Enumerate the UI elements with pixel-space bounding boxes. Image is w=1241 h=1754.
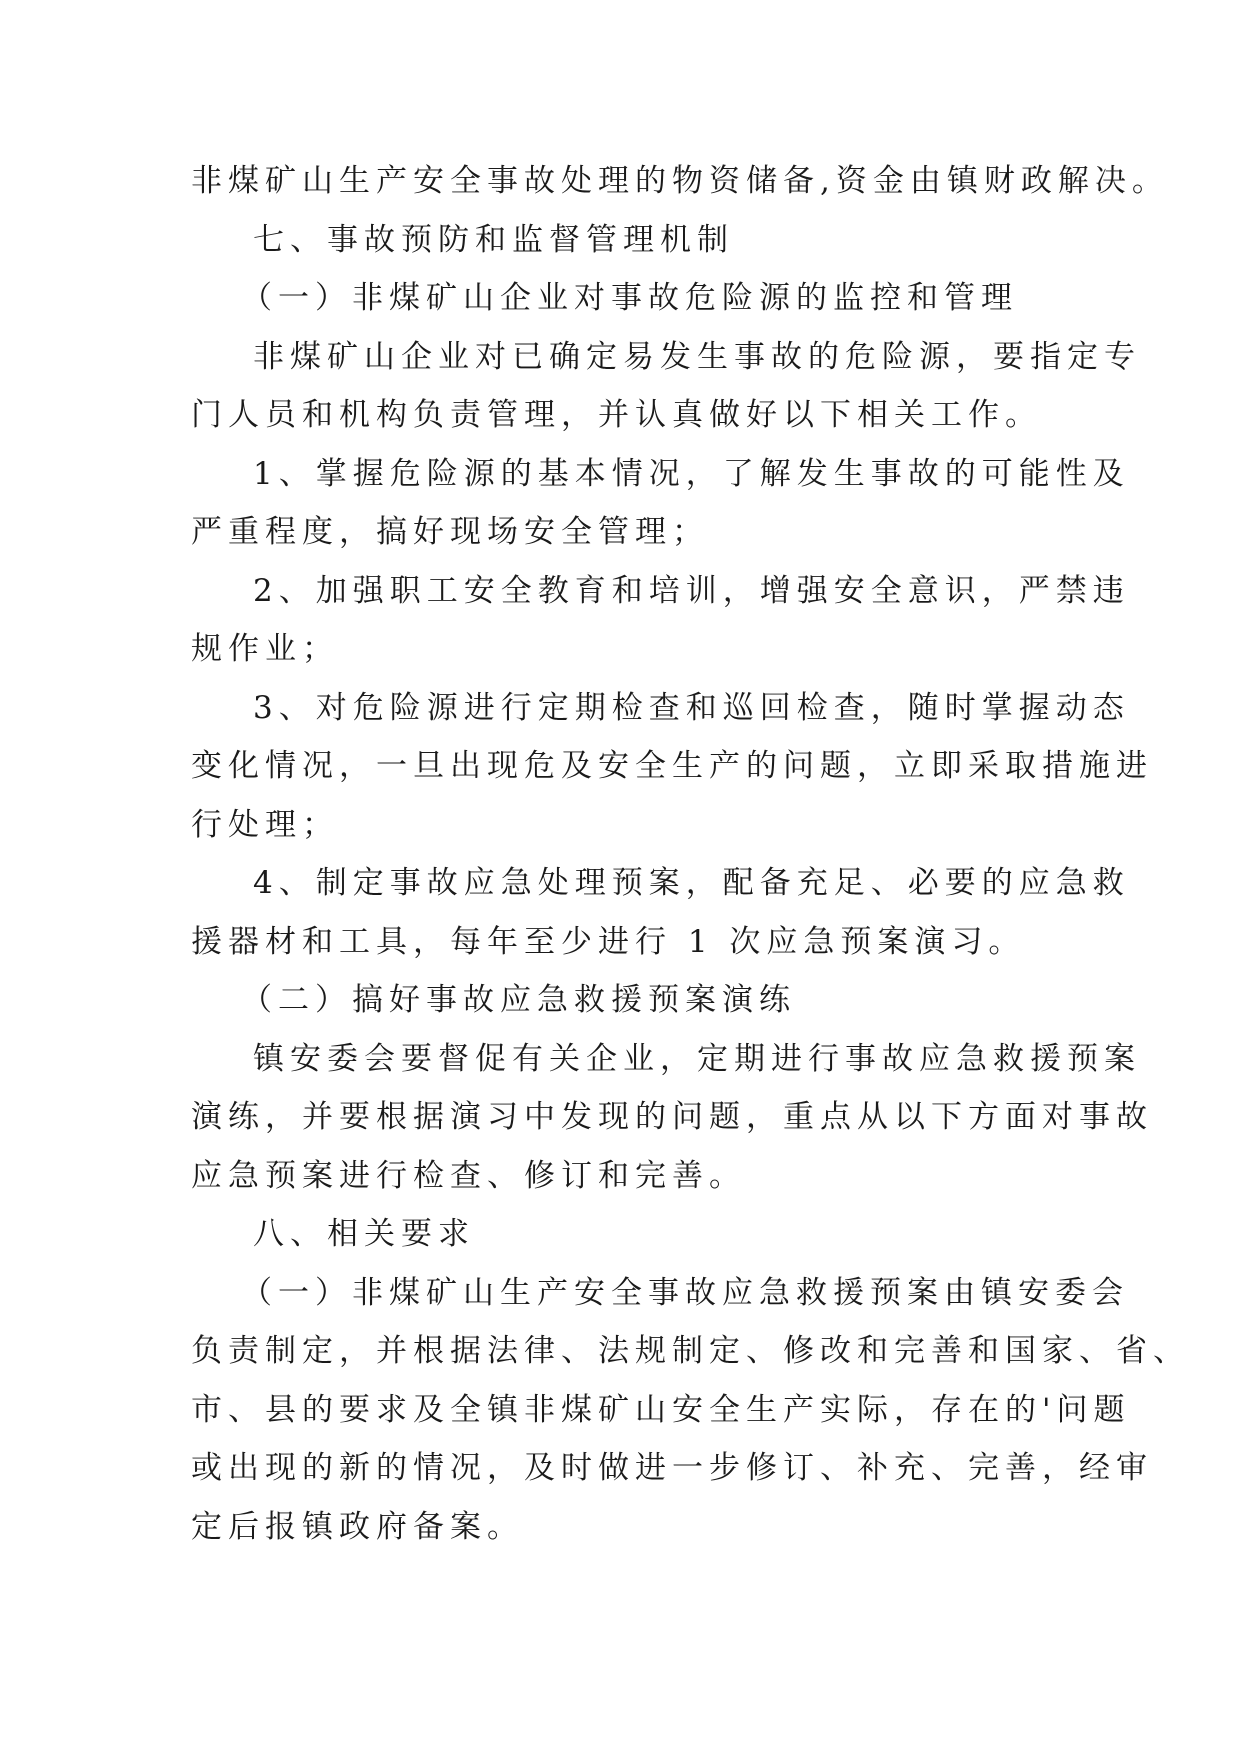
document-body xyxy=(191,152,1190,1556)
list-item-2: 2、加强职工安全教育和培训，增强安全意识，严禁违 xyxy=(253,572,1130,609)
subsection-heading: （二）搞好事故应急救援预案演练 xyxy=(241,982,796,1018)
text-line: 行处理； xyxy=(191,806,339,843)
text-line: 严重程度，搞好现场安全管理； xyxy=(191,514,709,550)
subsection-heading: （一）非煤矿山企业对事故危险源的监控和管理 xyxy=(241,280,1018,316)
text-line: 或出现的新的情况，及时做进一步修订、补充、完善，经审 xyxy=(191,1450,1153,1486)
text-line: 非煤矿山企业对已确定易发生事故的危险源，要指定专 xyxy=(253,338,1141,375)
text-line: 援器材和工具，每年至少进行 1 次应急预案演习。 xyxy=(191,923,1026,960)
text-line: 定后报镇政府备案。 xyxy=(191,1508,524,1545)
list-item-3: 3、对危险源进行定期检查和巡回检查，随时掌握动态 xyxy=(253,689,1130,726)
text-line: 变化情况，一旦出现危及安全生产的问题，立即采取措施进 xyxy=(191,748,1153,784)
text-line: （一）非煤矿山生产安全事故应急救援预案由镇安委会 xyxy=(241,1274,1129,1311)
text-line: 规作业； xyxy=(191,631,339,667)
text-line: 负责制定，并根据法律、法规制定、修改和完善和国家、省、 xyxy=(191,1333,1190,1369)
text-line: 门人员和机构负责管理，并认真做好以下相关工作。 xyxy=(191,397,1042,433)
section-heading-7: 七、事故预防和监督管理机制 xyxy=(253,221,734,258)
list-item-4: 4、制定事故应急处理预案，配备充足、必要的应急救 xyxy=(253,865,1130,901)
text-line: 应急预案进行检查、修订和完善。 xyxy=(191,1157,746,1194)
section-heading-8: 八、相关要求 xyxy=(253,1216,475,1252)
text-line: 演练，并要根据演习中发现的问题，重点从以下方面对事故 xyxy=(191,1099,1153,1135)
text-line: 非煤矿山生产安全事故处理的物资储备,资金由镇财政解决。 xyxy=(191,163,1169,199)
text-line: 市、县的要求及全镇非煤矿山安全生产实际，存在的'问题 xyxy=(191,1391,1131,1428)
list-item-1: 1、掌握危险源的基本情况，了解发生事故的可能性及 xyxy=(253,455,1130,492)
text-line: 镇安委会要督促有关企业，定期进行事故应急救援预案 xyxy=(253,1040,1141,1077)
